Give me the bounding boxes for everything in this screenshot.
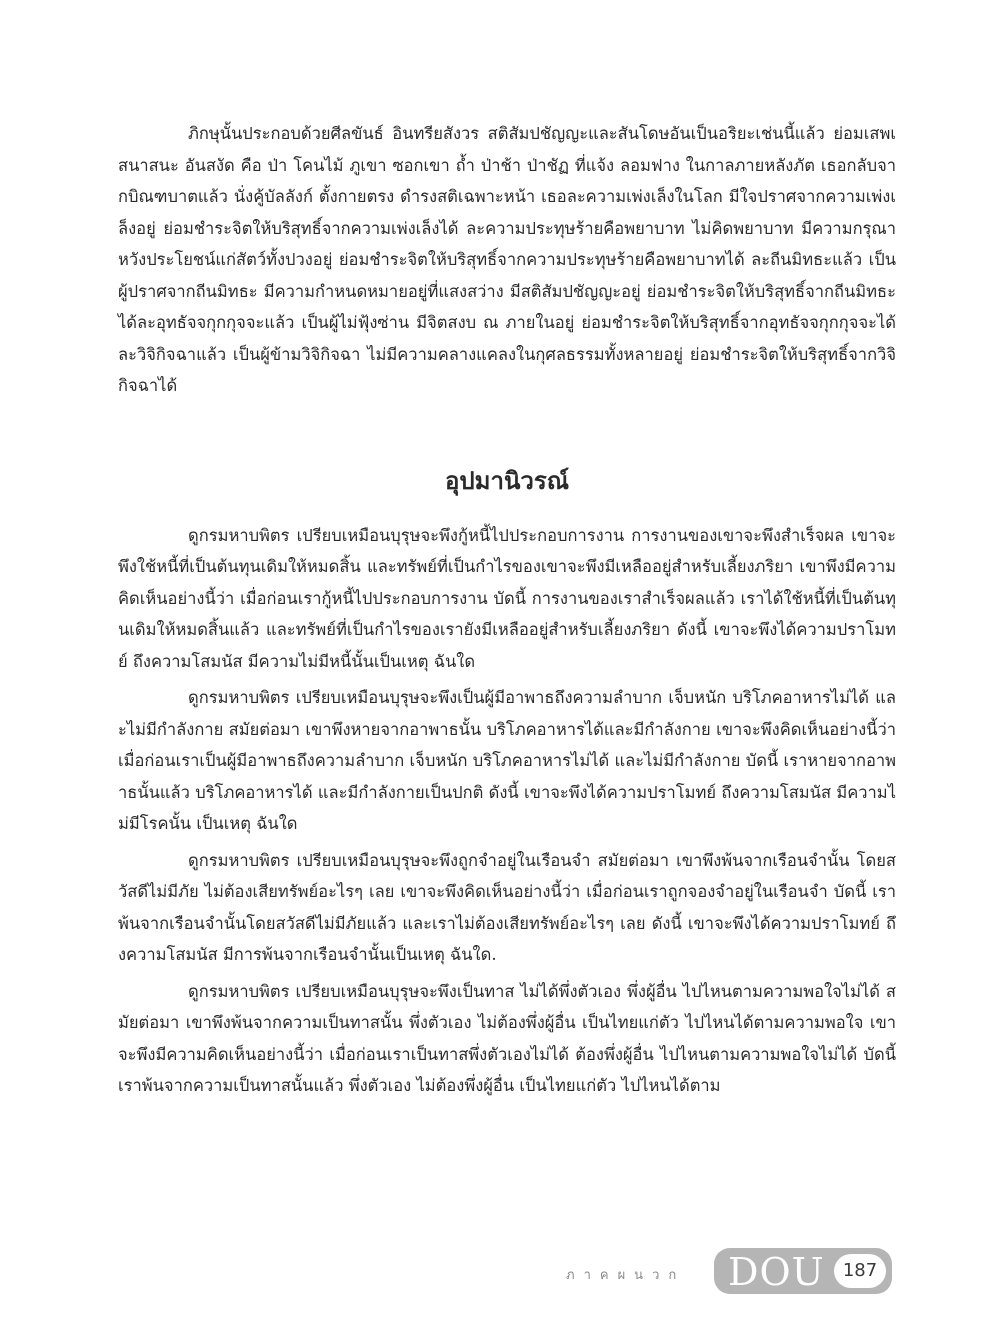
paragraph-4: ดูกรมหาบพิตร เปรียบเหมือนบุรุษจะพึงเป็นทาส ไม่ได้พึ่งตัวเอง พึ่งผู้อื่น ไปไหนตามความพอใจไม่ได้ สมัยต่อมา เขาพึงพ้นจากความเป็นทาสนั้น พึ่งตัวเอง ไม่ต้องพึ่งผู้อื่น เป็นไทยแก่ตัว ไปไหนได้ตามความพอใจ เขาจะพึงมีความคิดเห็นอย่างนี้ว่า เมื่อก่อนเราเป็นทาสพึ่งตัวเองไม่ได้ ต้องพึ่งผู้อื่น ไปไหนตามความพอใจไม่ได้ บัดนี้ เราพ้นจากความเป็นทาสนั้นแล้ว พึ่งตัวเอง ไม่ต้องพึ่งผู้อื่น เป็นไทยแก่ตัว ไปไหนได้ตาม bbox=[118, 981, 896, 1095]
page-number: 187 bbox=[834, 1254, 886, 1288]
paragraph-1: ดูกรมหาบพิตร เปรียบเหมือนบุรุษจะพึงกู้หนี้ไปประกอบการงาน การงานของเขาจะพึงสำเร็จผล เขาจะพึงใช้หนี้ที่เป็นต้นทุนเดิมให้หมดสิ้น และทรัพย์ที่เป็นกำไรของเขาจะพึงมีเหลืออยู่สำหรับเลี้ยงภริยา เขาพึงมีความคิดเห็นอย่างนี้ว่า เมื่อก่อนเรากู้หนี้ไปประกอบการงาน บัดนี้ การงานของเราสำเร็จผลแล้ว เราได้ใช้หนี้ที่เป็นต้นทุนเดิมให้หมดสิ้นแล้ว และทรัพย์ที่เป็นกำไรของเรายังมีเหลืออยู่สำหรับเลี้ยงภริยา ดังนี้ เขาจะพึงได้ความปราโมทย์ ถึงความโสมนัส มีความไม่มีหนี้นั้นเป็นเหตุ ฉันใด bbox=[118, 525, 896, 671]
paragraph-3: ดูกรมหาบพิตร เปรียบเหมือนบุรุษจะพึงถูกจำอยู่ในเรือนจำ สมัยต่อมา เขาพึงพ้นจากเรือนจำนั้น โดยสวัสดีไม่มีภัย ไม่ต้องเสียทรัพย์อะไรๆ เลย เขาจะพึงคิดเห็นอย่างนี้ว่า เมื่อก่อนเราถูกจองจำอยู่ในเรือนจำ บัดนี้ เราพ้นจากเรือนจำนั้นโดยสวัสดีไม่มีภัยแล้ว และเราไม่ต้องเสียทรัพย์อะไรๆ เลย ดังนี้ เขาจะพึงได้ความปราโมทย์ ถึงความโสมนัส มีการพ้นจากเรือนจำนั้นเป็นเหตุ ฉันใด. bbox=[118, 850, 896, 964]
section-title: อุปมานิวรณ์ bbox=[445, 465, 569, 495]
paragraph-2: ดูกรมหาบพิตร เปรียบเหมือนบุรุษจะพึงเป็นผู้มีอาพาธถึงความลำบาก เจ็บหนัก บริโภคอาหารไม่ได้ และไม่มีกำลังกาย สมัยต่อมา เขาพึงหายจากอาพาธนั้น บริโภคอาหารได้และมีกำลังกาย เขาจะพึงคิดเห็นอย่างนี้ว่า เมื่อก่อนเราเป็นผู้มีอาพาธถึงความลำบาก เจ็บหนัก บริโภคอาหารไม่ได้ และไม่มีกำลังกาย บัดนี้ เราหายจากอาพาธนั้นแล้ว บริโภคอาหารได้ และมีกำลังกายเป็นปกติ ดังนี้ เขาจะพึงได้ความปราโมทย์ ถึงความโสมนัส มีความไม่มีโรคนั้น เป็นเหตุ ฉันใด bbox=[118, 688, 896, 833]
intro-paragraph: ภิกษุนั้นประกอบด้วยศีลขันธ์ อินทรียสังวร สติสัมปชัญญะและสันโดษอันเป็นอริยะเช่นนี้แล้ว ย่อมเสพเสนาสนะ อันสงัด คือ ป่า โคนไม้ ภูเขา ซอกเขา ถ้ำ ป่าช้า ป่าชัฏ ที่แจ้ง ลอมฟาง ในกาลภายหลังภัต เธอกลับจากบิณฑบาตแล้ว นั่งคู้บัลลังก์ ตั้งกายตรง ดำรงสติเฉพาะหน้า เธอละความเพ่งเล็งในโลก มีใจปราศจากความเพ่งเล็งอยู่ ย่อมชำระจิตให้บริสุทธิ์จากความเพ่งเล็งได้ ละความประทุษร้ายคือพยาบาท ไม่คิดพยาบาท มีความกรุณาหวังประโยชน์แก่สัตว์ทั้งปวงอยู่ ย่อมชำระจิตให้บริสุทธิ์จากความประทุษร้ายคือพยาบาทได้ ละถีนมิทธะแล้ว เป็นผู้ปราศจากถีนมิทธะ มีความกำหนดหมายอยู่ที่แสงสว่าง มีสติสัมปชัญญะอยู่ ย่อมชำระจิตให้บริสุทธิ์จากถีนมิทธะได้ละอุทธัจจกุกกุจจะแล้ว เป็นผู้ไม่ฟุ้งซ่าน มีจิตสงบ ณ ภายในอยู่ ย่อมชำระจิตให้บริสุทธิ์จากอุทธัจจกุกกุจจะได้ ละวิจิกิจฉาแล้ว เป็นผู้ข้ามวิจิกิจฉา ไม่มีความคลางแคลงในกุศลธรรมทั้งหลายอยู่ ย่อมชำระจิตให้บริสุทธิ์จากวิจิกิจฉาได้ bbox=[118, 124, 897, 395]
page-body bbox=[118, 118, 896, 1102]
page-footer bbox=[0, 1244, 1000, 1304]
dou-logo: DOU bbox=[728, 1250, 825, 1294]
footer-section-label: ภาคผนวก bbox=[566, 1268, 686, 1283]
footer-badge bbox=[714, 1248, 892, 1294]
